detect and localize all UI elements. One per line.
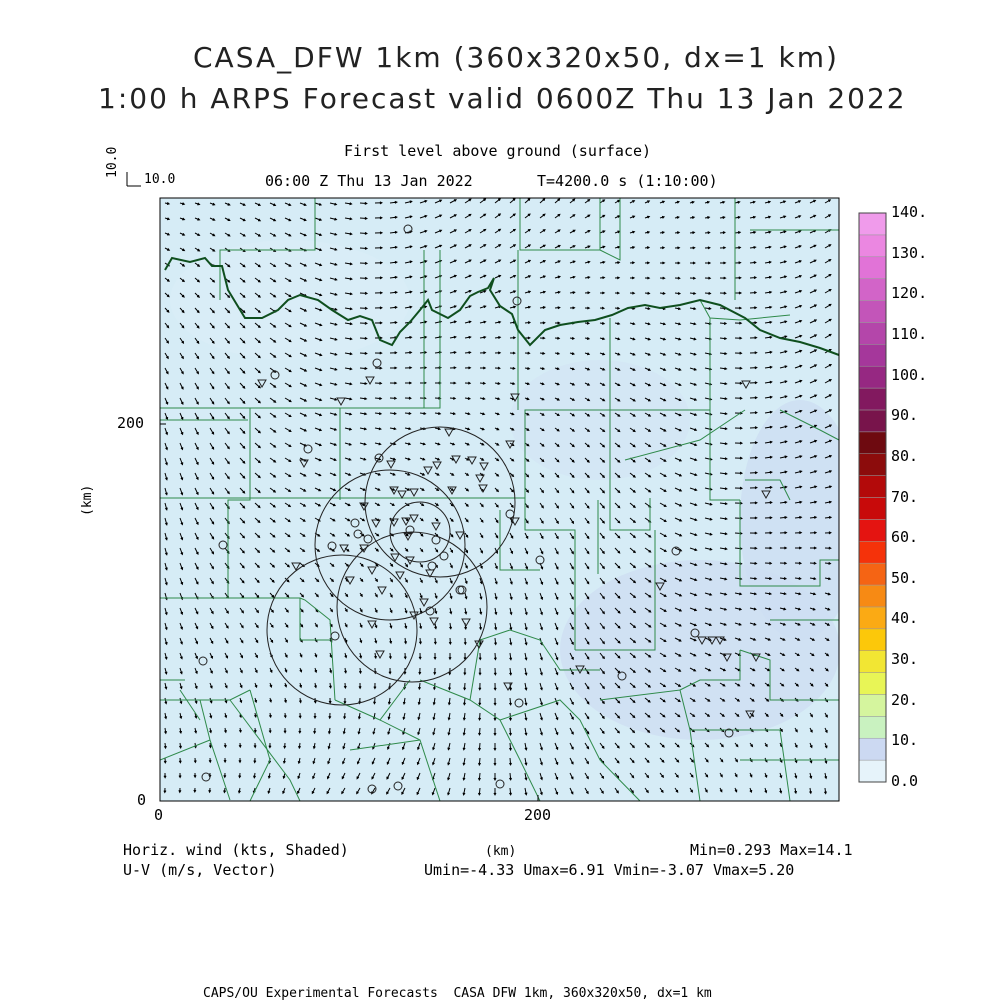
colorbar-swatch — [859, 344, 886, 366]
colorbar-swatch — [859, 301, 886, 323]
colorbar-label: 40. — [891, 609, 919, 628]
colorbar-label: 80. — [891, 446, 919, 465]
colorbar-swatch — [859, 651, 886, 673]
title-line-2: 1:00 h ARPS Forecast valid 0600Z Thu 13 Jan 2022 — [98, 82, 907, 115]
colorbar-swatch — [859, 279, 886, 301]
vector-key — [127, 172, 141, 186]
colorbar-swatch — [859, 716, 886, 738]
x-axis-unit: (km) — [485, 844, 517, 859]
vector-key-vertical-label: 10.0 — [105, 146, 120, 178]
min-max-label: Min=0.293 Max=14.1 — [690, 841, 853, 859]
vector-key-horizontal-label: 10.0 — [144, 172, 176, 187]
colorbar-label: 0.0 — [891, 772, 919, 790]
colorbar-swatch — [859, 388, 886, 410]
colorbar-label: 10. — [891, 731, 919, 750]
colorbar-label: 110. — [891, 324, 928, 343]
colorbar-swatch — [859, 738, 886, 760]
x-tick-200: 200 — [524, 806, 552, 824]
colorbar-swatch — [859, 760, 886, 782]
colorbar-swatch — [859, 235, 886, 257]
colorbar-swatch — [859, 410, 886, 432]
title-line-1: CASA_DFW 1km (360x320x50, dx=1 km) — [193, 41, 839, 74]
colorbar-swatch — [859, 498, 886, 520]
colorbar — [859, 213, 886, 782]
y-tick-200: 200 — [117, 414, 145, 432]
colorbar-swatch — [859, 454, 886, 476]
vector-label: U-V (m/s, Vector) — [123, 861, 277, 879]
level-label: First level above ground (surface) — [344, 142, 652, 160]
colorbar-swatch — [859, 476, 886, 498]
colorbar-swatch — [859, 366, 886, 388]
colorbar-swatch — [859, 629, 886, 651]
credit-label: CAPS/OU Experimental Forecasts CASA DFW 1km, 360x320x50, dx=1 km — [203, 986, 712, 1001]
colorbar-swatch — [859, 563, 886, 585]
colorbar-swatch — [859, 322, 886, 344]
valid-time-label: 06:00 Z Thu 13 Jan 2022 — [265, 172, 473, 190]
model-time-label: T=4200.0 s (1:10:00) — [537, 172, 718, 190]
colorbar-swatch — [859, 213, 886, 235]
colorbar-label: 90. — [891, 406, 919, 425]
y-axis-unit: (km) — [80, 484, 95, 516]
colorbar-label: 60. — [891, 528, 919, 547]
colorbar-label: 50. — [891, 568, 919, 587]
colorbar-label: 120. — [891, 284, 928, 303]
colorbar-label: 30. — [891, 650, 919, 669]
colorbar-label: 130. — [891, 243, 928, 262]
field-label: Horiz. wind (kts, Shaded) — [123, 841, 349, 859]
colorbar-label: 20. — [891, 690, 919, 709]
colorbar-swatch — [859, 432, 886, 454]
colorbar-label: 70. — [891, 487, 919, 506]
colorbar-label: 140. — [891, 203, 928, 221]
colorbar-swatch — [859, 607, 886, 629]
colorbar-swatch — [859, 541, 886, 563]
x-tick-0: 0 — [154, 806, 164, 824]
colorbar-swatch — [859, 257, 886, 279]
uv-range-label: Umin=-4.33 Umax=6.91 Vmin=-3.07 Vmax=5.20 — [424, 861, 795, 879]
colorbar-swatch — [859, 694, 886, 716]
colorbar-swatch — [859, 673, 886, 695]
colorbar-label: 100. — [891, 365, 928, 384]
colorbar-swatch — [859, 519, 886, 541]
y-tick-0: 0 — [137, 791, 147, 809]
colorbar-swatch — [859, 585, 886, 607]
